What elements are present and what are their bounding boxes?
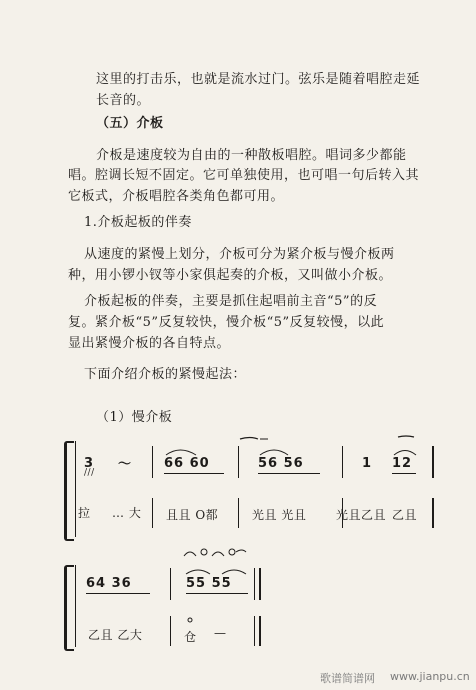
paragraph-line: 从速度的紧慢上划分，介板可分为紧介板与慢介板两 <box>84 247 395 262</box>
paragraph-line: 下面介绍介板的紧慢起法： <box>84 367 247 382</box>
percussion-syllable: 仓 <box>184 630 197 644</box>
paragraph-line: 唱。腔调长短不固定。它可单独使用，也可唱一句后转入其 <box>68 168 420 183</box>
paragraph-line: 介板是速度较为自由的一种散板唱腔。唱词多少都能 <box>96 148 407 163</box>
percussion-syllable: 且且 O都 <box>166 508 219 522</box>
watermark-url: www.jianpu.cn <box>390 670 470 683</box>
percussion-syllable: 乙且 乙大 <box>88 628 143 642</box>
note-group: 56 56 <box>258 456 304 471</box>
paragraph-line: 长音的。 <box>96 93 151 108</box>
paragraph-line: 显出紧慢介板的各自特点。 <box>68 336 231 351</box>
bar-line <box>254 616 255 646</box>
note-group: 66 60 <box>164 456 210 471</box>
watermark-cn: 歌谱简谱网 <box>320 672 375 685</box>
subheading: 1.介板起板的伴奏 <box>84 215 192 230</box>
bar-line <box>259 616 261 646</box>
note-group: 55 55 <box>186 576 232 591</box>
section-heading: （五）介板 <box>96 116 164 131</box>
note: 1 <box>362 456 373 471</box>
score-title: （1）慢介板 <box>96 410 173 425</box>
tilde-mark: ～ <box>118 457 133 472</box>
bar-line <box>170 616 171 646</box>
note-group: 64 36 <box>86 576 132 591</box>
percussion-syllable: 光且 光且 <box>252 508 307 522</box>
tremolo-mark: /// <box>84 468 95 478</box>
percussion-syllable: — <box>214 626 227 640</box>
note: 3 <box>84 456 95 471</box>
paragraph-line: 它板式，介板唱腔各类角色都可用。 <box>68 189 285 204</box>
percussion-syllable: 乙且 <box>392 508 418 522</box>
percussion-syllable: … 大 <box>112 506 142 520</box>
percussion-syllable: 光且乙且 <box>336 508 387 522</box>
paragraph-line: 这里的打击乐，也就是流水过门。弦乐是随着唱腔走延 <box>96 72 421 87</box>
paragraph-line: 介板起板的伴奏，主要是抓住起唱前主音“5”的反 <box>84 294 378 309</box>
percussion-syllable: 拉 <box>78 506 91 520</box>
paragraph-line: 种，用小锣小钗等小家俱起奏的介板，又叫做小介板。 <box>68 268 393 283</box>
note-group: 12 <box>392 456 413 471</box>
paragraph-line: 复。紧介板“5”反复较快，慢介板“5”反复较慢，以此 <box>68 315 385 330</box>
